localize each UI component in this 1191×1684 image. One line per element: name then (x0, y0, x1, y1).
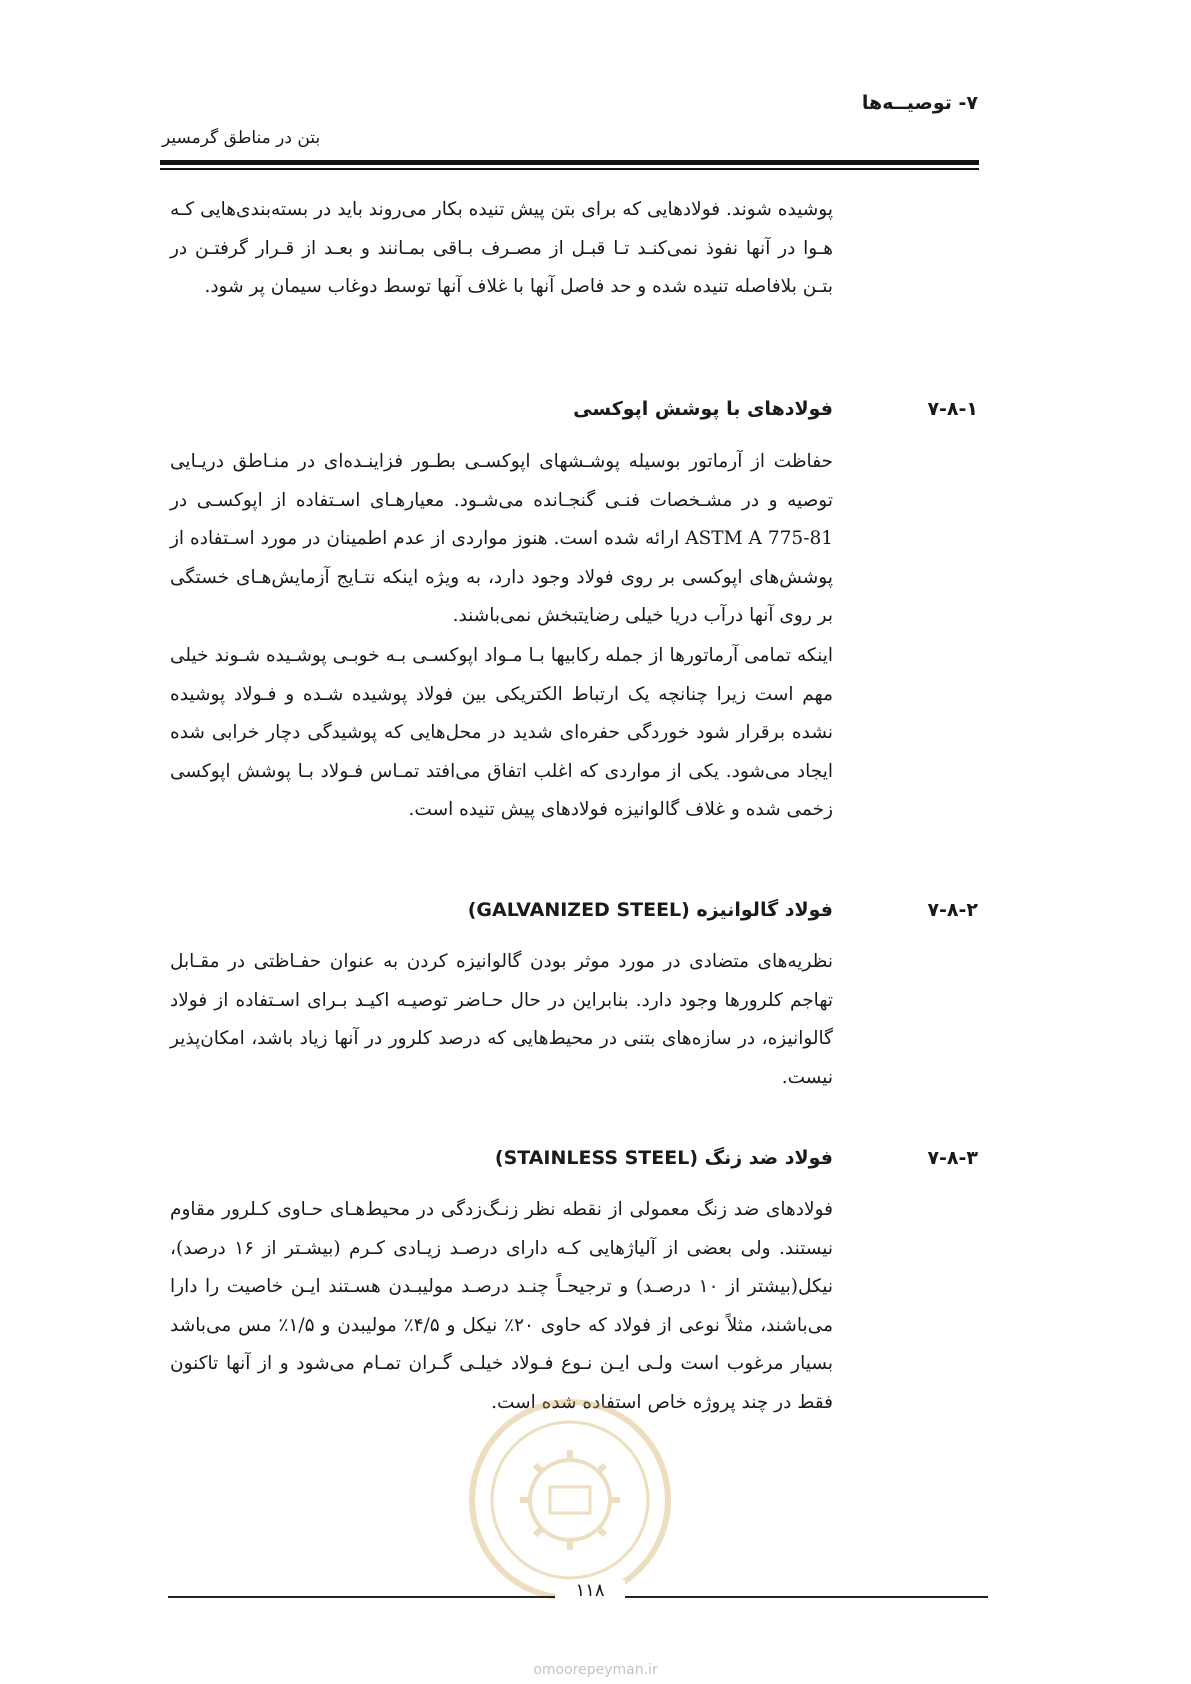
header-rule-thick (160, 160, 979, 165)
header-rule-thin (160, 168, 979, 170)
page-number: ۱۱۸ (555, 1580, 625, 1601)
intro-paragraph: پوشیده شوند. فولادهایی که برای بتن پیش تنیده بکار می‌روند باید در بسته‌بندی‌هایی کـه هـوا در آنها نفوذ نمی‌کنـد تـا قبـل از مصـرف بـاقی بمـانند و بعـد از قـرار گرفتـن در بتـن بلافاصله تنیده شده و حد فاصل آنها با غلاف آنها توسط دوغاب سیمان پر شود. (170, 199, 833, 298)
section-paragraph: نظریه‌های متضادی در مورد موثر بودن گالوانیزه کردن به عنوان حفـاظتی در مقـابل تهاجم کلرورها وجود دارد. بنابراین در حال حـاضر توصیـه اکیـد بـرای اسـتفاده از فولاد گالوانیزه، در سازه‌های بتنی در محیط‌هایی که درصد کلرور در آنها زیاد باشد، امکان‌پذیر نیست. (170, 951, 833, 1088)
section-number: ۷-۸-۳ (927, 1147, 978, 1169)
watermark-text: omoorepeyman.ir (533, 1662, 658, 1678)
section-number: ۷-۸-۲ (927, 899, 978, 921)
section-title: فولاد گالوانیزه (GALVANIZED STEEL) (467, 899, 833, 921)
book-title-header: بتن در مناطق گرمسیر (162, 128, 321, 148)
chapter-header: ۷- توصیــه‌ها (861, 92, 978, 114)
section-title: فولادهای با پوشش اپوکسی (573, 398, 833, 420)
section-paragraph: اینکه تمامی آرماتورها از جمله رکابیها بـا مـواد اپوکسـی بـه خوبـی پوشـیده شـوند خیلی مهم است زیرا چنانچه یک ارتباط الکتریکی بین فولاد پوشیده شـده و فـولاد پوشیده نشده برقرار شود خوردگی حفره‌ای شدید در محل‌هایی که پوشیدگی دچار خرابی شده ایجاد می‌شود. یکی از مواردی که اغلب اتفاق می‌افتد تمـاس فـولاد بـا پوشش اپوکسی زخمی شده و غلاف گالوانیزه فولادهای پیش تنیده است. (170, 645, 833, 821)
section-paragraph: فولادهای ضد زنگ معمولی از نقطه نظر زنـگ‌زدگی در محیط‌هـای حـاوی کـلرور مقاوم نیستند. ولی بعضی از آلیاژهایی کـه دارای درصـد زیـادی کـرم (بیشـتر از ۱۶ درصد)، نیکل(بیشتر از ۱۰ درصـد) و ترجیحـاً چنـد درصـد مولیبـدن هسـتند ایـن خاصیت را دارا می‌باشند، مثلاً نوعی از فولاد که حاوی ۲۰٪ نیکل و ۴/۵٪ مولیبدن و ۱/۵٪ مس می‌باشد بسیار مرغوب است ولـی ایـن نـوع فـولاد خیلـی گـران تمـام می‌شود و از آنها تاکنون فقط در چند پروژه خاص استفاده شده است. (170, 1199, 833, 1413)
seal-stamp-icon (465, 1395, 675, 1605)
section-paragraph: حفاظت از آرماتور بوسیله پوشـشهای اپوکسـی بطـور فزاینـده‌ای در منـاطق دریـایی توصیه و در مشـخصات فنـی گنجـانده می‌شـود. معیارهـای اسـتفاده از اپوکسـی در ASTM A 775-81 ارائه شده است. هنوز مواردی از عدم اطمینان در مورد اسـتفاده از پوشش‌های اپوکسی بر روی فولاد وجود دارد، به ویژه اینکه نتـایج آزمایش‌هـای خستگی بر روی آنها درآب دریا خیلی رضایتبخش نمی‌باشند. (170, 451, 833, 627)
section-title: فولاد ضد زنگ (STAINLESS STEEL) (494, 1147, 833, 1169)
section-number: ۷-۸-۱ (927, 398, 978, 420)
